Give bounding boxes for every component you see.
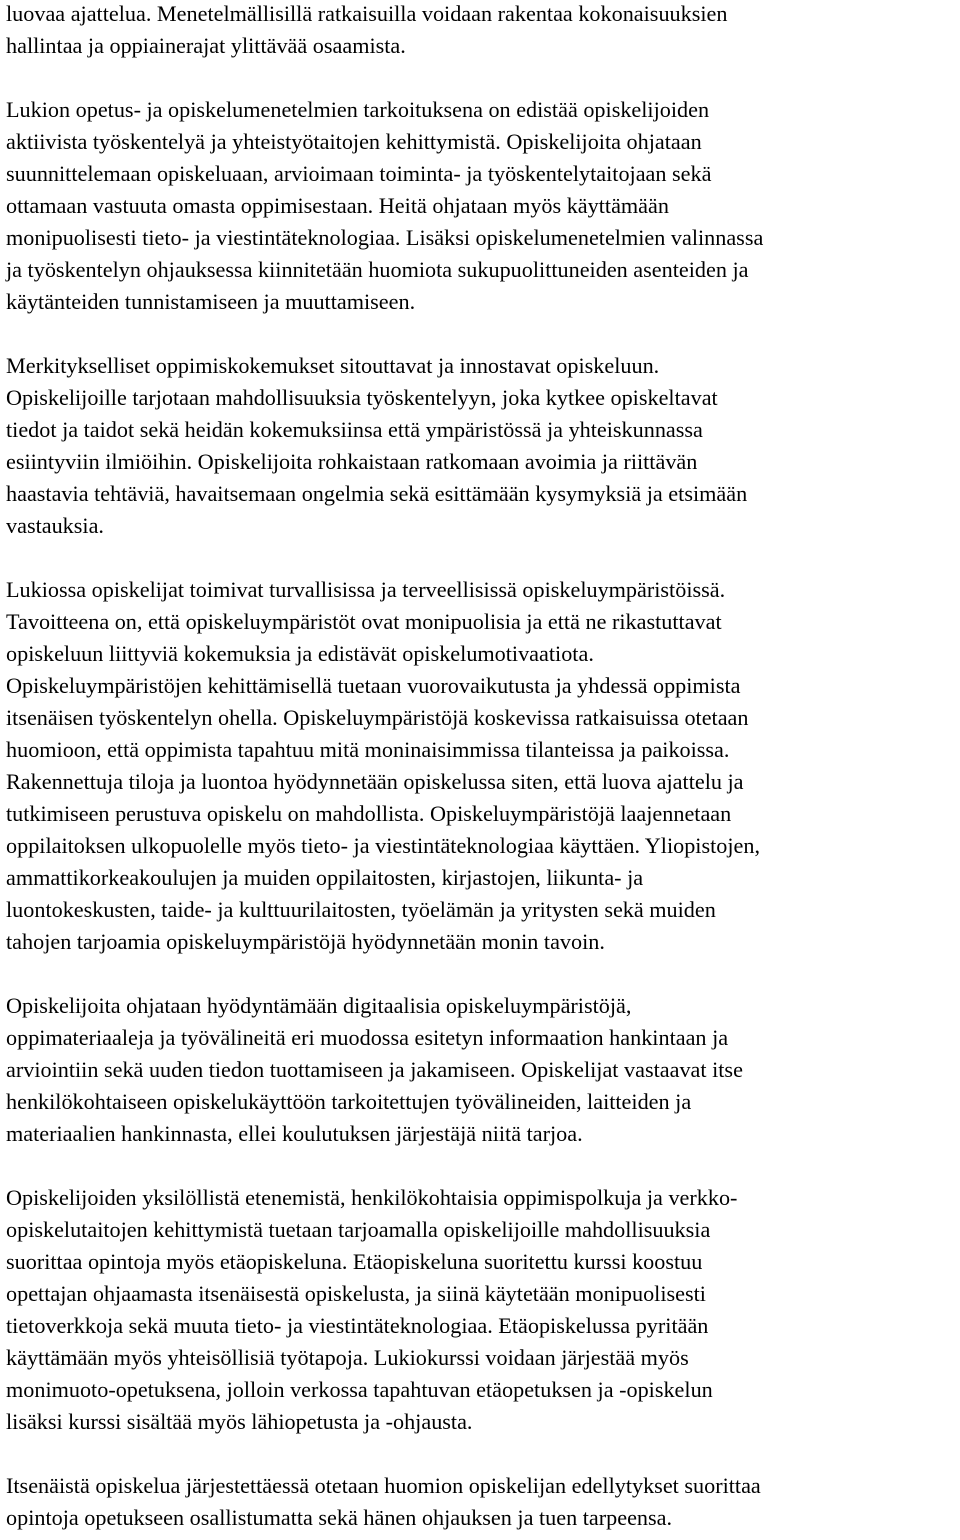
paragraph-digital-environments: Opiskelijoita ohjataan hyödyntämään digitaalisia opiskeluympäristöjä, oppimateriaaleja ja työvälineitä eri muodossa esitetyn informaation hankintaan ja arviointiin sekä uuden tiedon tuottamiseen ja jakamiseen. Opiskelijat vastaavat itse henkilökohtaiseen opiskelukäyttöön tarkoitettujen työvälineiden, laitteiden ja materiaalien hankinnasta, ellei koulutuksen järjestäjä niitä tarjoa. bbox=[6, 993, 743, 1146]
paragraph-learning-experiences: Merkitykselliset oppimiskokemukset sitouttavat ja innostavat opiskeluun. Opiskelijoille tarjotaan mahdollisuuksia työskentelyyn, joka kytkee opiskeltavat tiedot ja taidot sekä heidän kokemuksiinsa että ympäristössä ja yhteiskunnassa esiintyviin ilmiöihin. Opiskelijoita rohkaistaan ratkomaan avoimia ja riittävän haastavia tehtäviä, havaitsemaan ongelmia sekä esittämään kysymyksiä ja etsimään vastauksia. bbox=[6, 353, 748, 538]
paragraph-teaching-methods: Lukion opetus- ja opiskelumenetelmien tarkoituksena on edistää opiskelijoiden aktiivista työskentelyä ja yhteistyötaitojen kehittymistä. Opiskelijoita ohjataan suunnittelemaan opiskeluaan, arvioimaan toiminta- ja työskentelytaitojaan sekä ottamaan vastuuta omasta oppimisestaan. Heitä ohjataan myös käyttämään monipuolisesti tieto- ja viestintäteknologiaa. Lisäksi opiskelumenetelmien valinnassa ja työskentelyn ohjauksessa kiinnitetään huomiota sukupuolittuneiden asenteiden ja käytänteiden tunnistamiseen ja muuttamiseen. bbox=[6, 97, 764, 314]
paragraph-intro-continuation: luovaa ajattelua. Menetelmällisillä ratkaisuilla voidaan rakentaa kokonaisuuksien hallintaa ja oppiainerajat ylittävää osaamista. bbox=[6, 1, 728, 58]
paragraph-distance-learning: Opiskelijoiden yksilöllistä etenemistä, henkilökohtaisia oppimispolkuja ja verkko- opiskelutaitojen kehittymistä tuetaan tarjoamalla opiskelijoille mahdollisuuksia suorittaa opintoja myös etäopiskeluna. Etäopiskeluna suoritettu kurssi koostuu opettajan ohjaamasta itsenäisestä opiskelusta, ja siinä käytetään monipuolisesti tietoverkkoja sekä muuta tieto- ja viestintäteknologiaa. Etäopiskelussa pyritään käyttämään myös yhteisöllisiä työtapoja. Lukiokurssi voidaan järjestää myös monimuoto-opetuksena, jolloin verkossa tapahtuvan etäopetuksen ja -opiskelun lisäksi kurssi sisältää myös lähiopetusta ja -ohjausta. bbox=[6, 1185, 738, 1434]
paragraph-learning-environments: Lukiossa opiskelijat toimivat turvallisissa ja terveellisissä opiskeluympäristöissä. Tavoitteena on, että opiskeluympäristöt ovat monipuolisia ja että ne rikastuttavat opiskeluun liittyviä kokemuksia ja edistävät opiskelumotivaatiota. Opiskeluympäristöjen kehittämisellä tuetaan vuorovaikutusta ja yhdessä oppimista itsenäisen työskentelyn ohella. Opiskeluympäristöjä koskevissa ratkaisuissa otetaan huomioon, että oppimista tapahtuu mitä moninaisimmissa tilanteissa ja paikoissa. Rakennettuja tiloja ja luontoa hyödynnetään opiskelussa siten, että luova ajattelu ja tutkimiseen perustuva opiskelu on mahdollista. Opiskeluympäristöjä laajennetaan oppilaitoksen ulkopuolelle myös tieto- ja viestintäteknologiaa käyttäen. Yliopistojen, ammattikorkeakoulujen ja muiden oppilaitosten, kirjastojen, liikunta- ja luontokeskusten, taide- ja kulttuurilaitosten, työelämän ja yritysten sekä muiden tahojen tarjoamia opiskeluympäristöjä hyödynnetään monin tavoin. bbox=[6, 577, 761, 954]
paragraph-independent-study: Itsenäistä opiskelua järjestettäessä otetaan huomion opiskelijan edellytykset suorittaa opintoja opetukseen osallistumatta sekä hänen ohjauksen ja tuen tarpeensa. bbox=[6, 1473, 761, 1530]
document-page bbox=[6, 0, 956, 1534]
